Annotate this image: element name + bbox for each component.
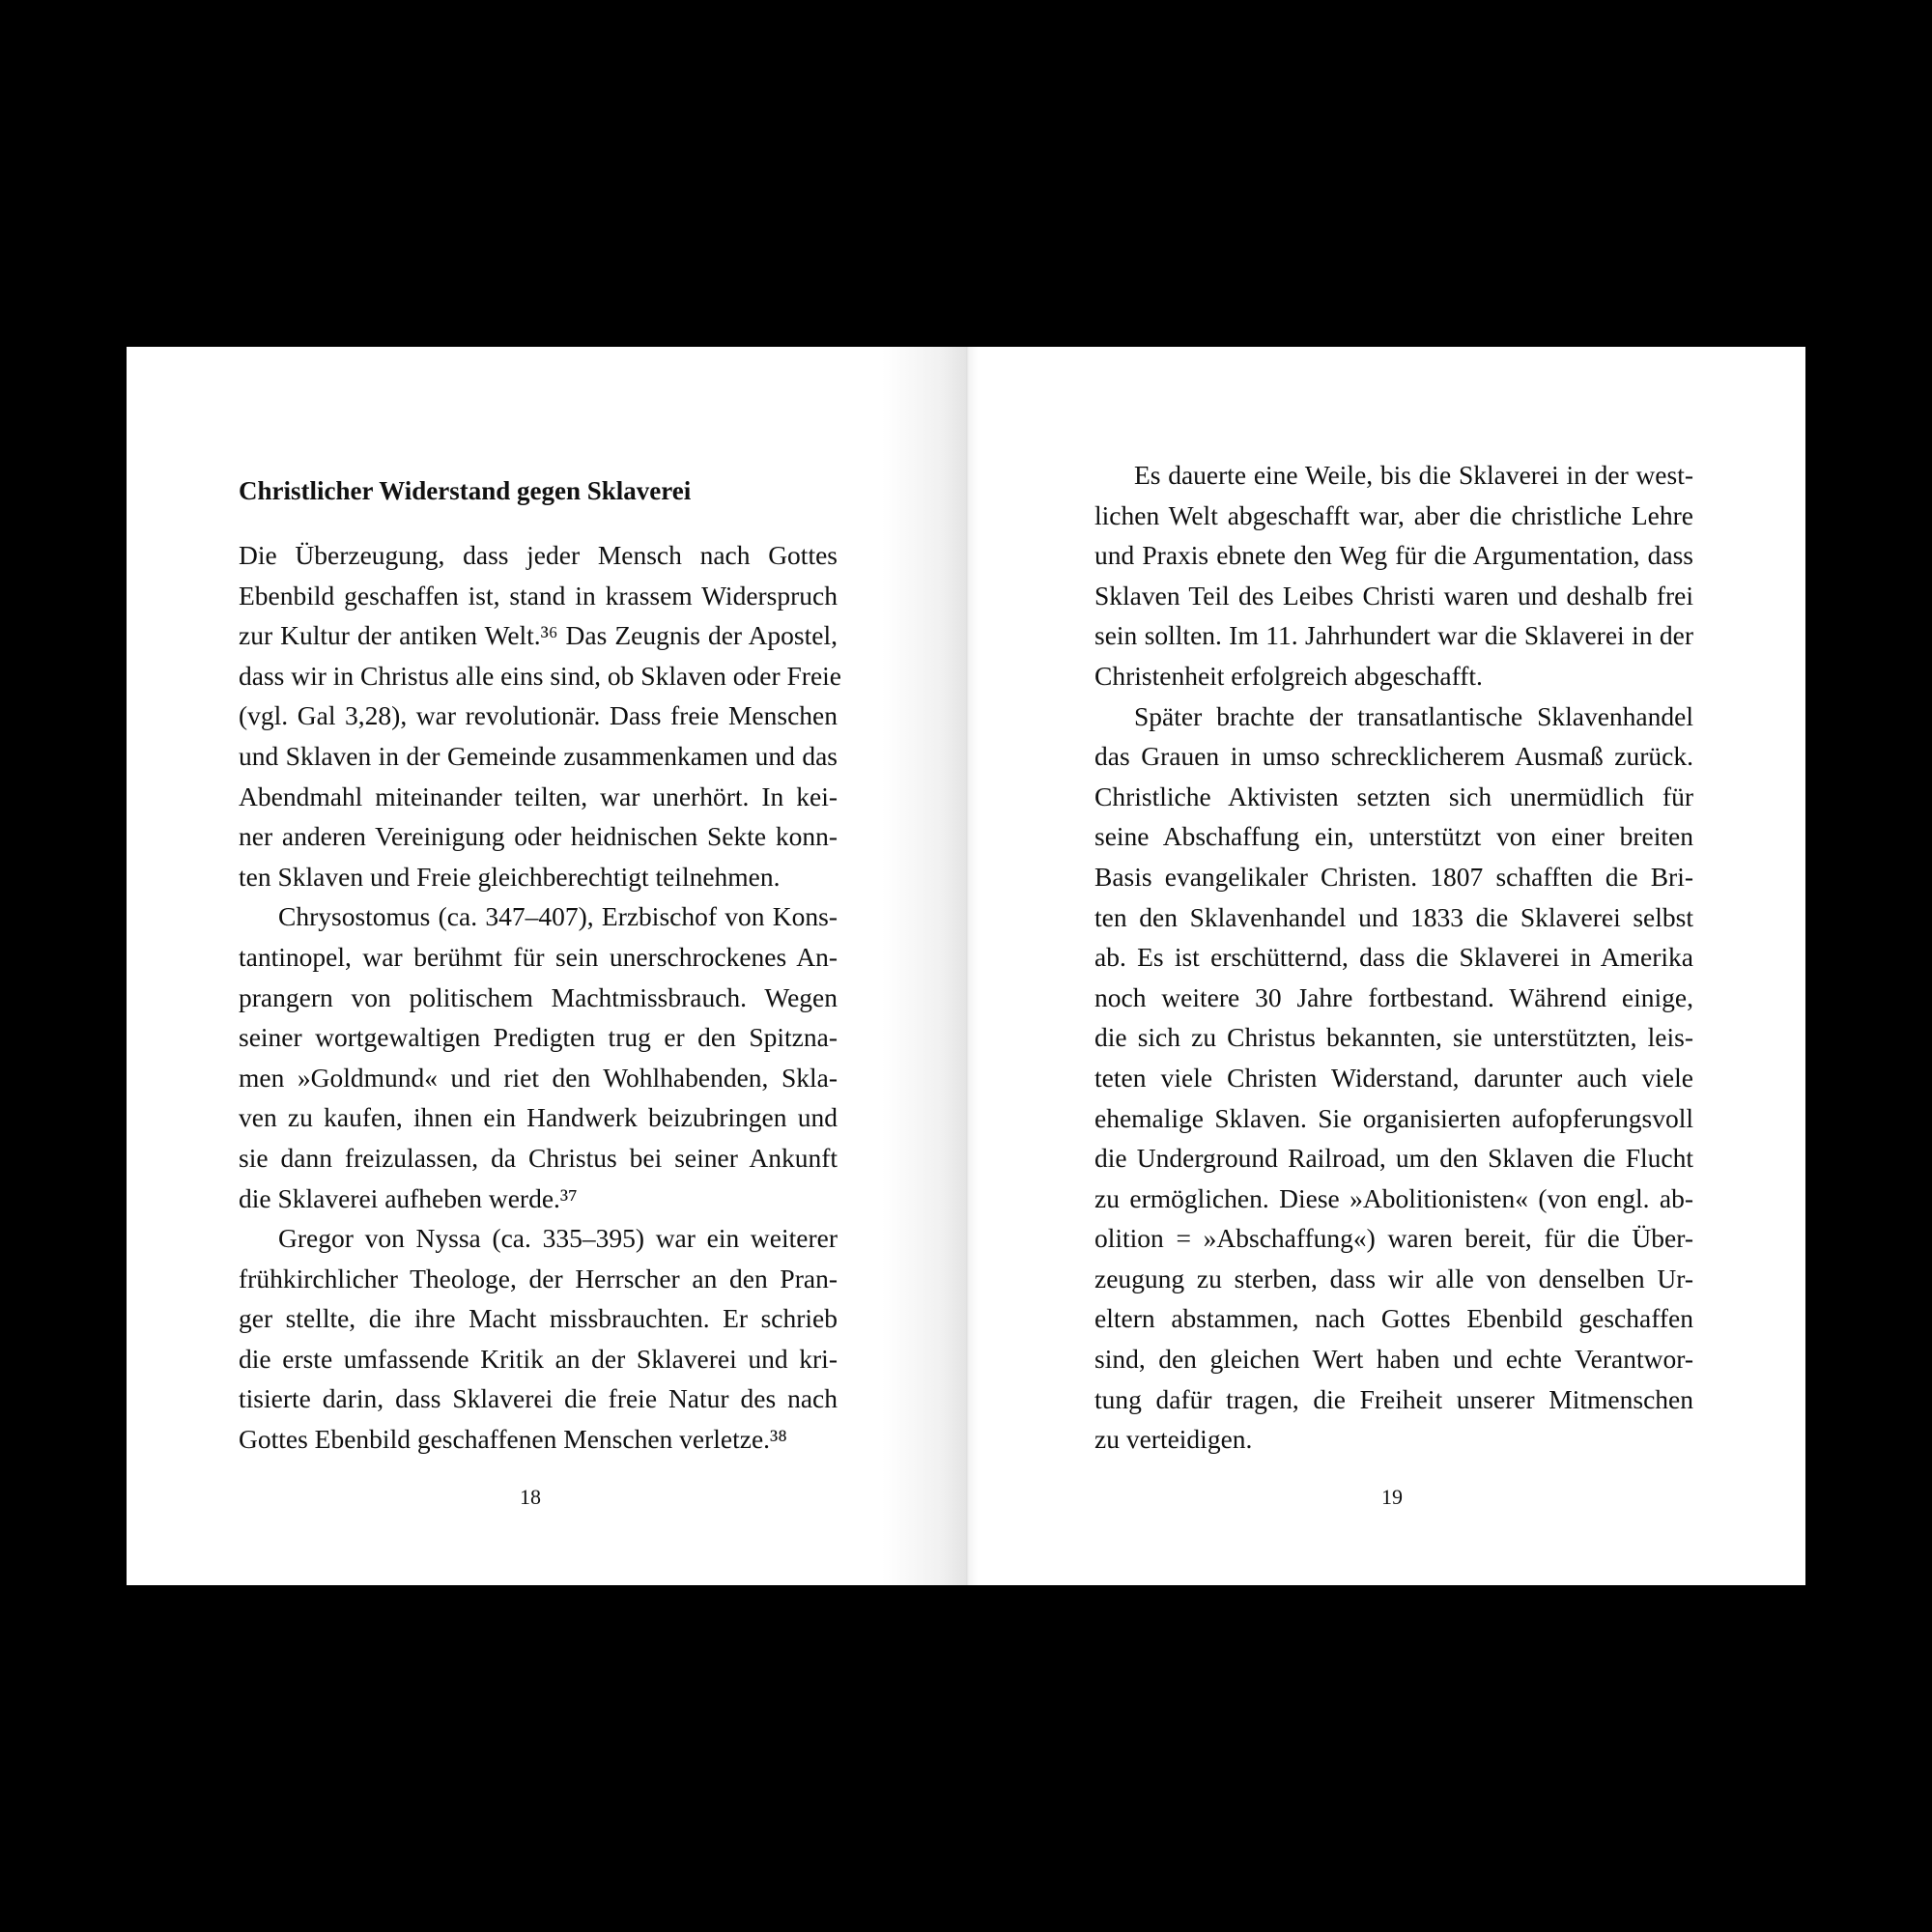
right-text-column [1094,455,1693,1460]
text-line: zur Kultur der antiken Welt.³⁶ Das Zeugnis der Apostel, [239,620,838,651]
paragraph [239,535,842,896]
text-line: Später brachte der transatlantische Sklavenhandel [1134,700,1693,731]
text-line: prangern von politischem Machtmissbrauch. Wegen [239,981,838,1012]
text-line: Ebenbild geschaffen ist, stand in krassem Widerspruch [239,580,838,611]
text-line: Sklaven Teil des Leibes Christi waren und deshalb frei [1094,580,1693,611]
text-line: seine Abschaffung ein, unterstützt von einer breiten [1094,821,1693,852]
text-line: die sich zu Christus bekannten, sie unterstützten, leis- [1094,1022,1693,1053]
text-line: ten Sklaven und Freie gleichberechtigt teilnehmen. [239,861,781,892]
section-heading: Christlicher Widerstand gegen Sklaverei [239,476,692,505]
text-line: und Praxis ebnete den Weg für die Argumentation, dass [1094,540,1693,571]
text-line: (vgl. Gal 3,28), war revolutionär. Dass freie Menschen [239,700,838,731]
right-body [1094,455,1693,1460]
text-line: ven zu kaufen, ihnen ein Handwerk beizubringen und [239,1102,838,1133]
text-line: sind, den gleichen Wert haben und echte Verantwor- [1094,1344,1693,1375]
text-line: frühkirchlicher Theologe, der Herrscher an den Pran- [239,1263,838,1293]
text-line: tisierte darin, dass Sklaverei die freie Natur des nach [239,1383,838,1414]
text-line: ner anderen Vereinigung oder heidnischen Sekte konn- [239,821,838,852]
text-line: zu verteidigen. [1094,1424,1253,1455]
text-line: die erste umfassende Kritik an der Sklaverei und kri- [239,1343,838,1374]
text-line: Gregor von Nyssa (ca. 335–395) war ein weiterer [278,1223,838,1254]
text-line: das Grauen in umso schrecklicherem Ausmaß zurück. [1094,741,1693,772]
page-number-left: 18 [520,1485,541,1509]
text-line: Es dauerte eine Weile, bis die Sklaverei in der west- [1134,460,1693,490]
text-line: Gottes Ebenbild geschaffenen Menschen verletze.³⁸ [239,1424,787,1455]
page-number-right: 19 [1381,1485,1403,1509]
text-line: sein sollten. Im 11. Jahrhundert war die Sklaverei in der [1094,620,1693,651]
text-line: olition = »Abschaffung«) waren bereit, für die Über- [1094,1223,1693,1254]
text-line: Christenheit erfolgreich abgeschafft. [1094,660,1483,691]
paragraph [1094,696,1693,1460]
text-line: lichen Welt abgeschafft war, aber die christliche Lehre [1094,499,1693,530]
text-line: Christliche Aktivisten setzten sich unermüdlich für [1094,781,1693,811]
text-line: zu ermöglichen. Diese »Abolitionisten« (von engl. ab- [1094,1182,1693,1213]
text-line: ab. Es ist erschütternd, dass die Sklaverei in Amerika [1094,942,1693,973]
text-line: tung dafür tragen, die Freiheit unserer Mitmenschen [1094,1383,1693,1414]
text-line: Die Überzeugung, dass jeder Mensch nach Gottes [239,540,838,570]
left-page [127,347,966,1585]
text-line: die Sklaverei aufheben werde.³⁷ [239,1182,578,1213]
text-line: zeugung zu sterben, dass wir alle von denselben Ur- [1094,1263,1693,1293]
text-line: dass wir in Christus alle eins sind, ob Sklaven oder Freie [239,660,842,691]
text-line: ehemalige Sklaven. Sie organisierten aufopferungsvoll [1094,1102,1693,1133]
left-body [239,535,842,1460]
text-line: noch weitere 30 Jahre fortbestand. Während einige, [1094,981,1693,1012]
paragraph [239,1218,838,1460]
text-line: eltern abstammen, nach Gottes Ebenbild geschaffen [1094,1303,1693,1334]
text-line: und Sklaven in der Gemeinde zusammenkamen und das [239,740,838,771]
text-line: men »Goldmund« und riet den Wohlhabenden, Skla- [239,1062,838,1093]
text-line: seiner wortgewaltigen Predigten trug er den Spitzna- [239,1022,838,1053]
right-page [966,347,1805,1585]
paragraph [239,896,838,1218]
text-line: tantinopel, war berühmt für sein unerschrockenes An- [239,941,838,972]
text-line: ten den Sklavenhandel und 1833 die Sklaverei selbst [1094,901,1693,932]
text-line: ger stellte, die ihre Macht missbrauchten. Er schrieb [239,1303,838,1334]
text-line: Chrysostomus (ca. 347–407), Erzbischof von Kons- [278,901,838,932]
text-line: die Underground Railroad, um den Sklaven die Flucht [1094,1143,1693,1174]
text-line: teten viele Christen Widerstand, darunter auch viele [1094,1062,1693,1093]
text-line: Basis evangelikaler Christen. 1807 schafften die Bri- [1094,861,1693,892]
text-line: Abendmahl miteinander teilten, war unerhört. In kei- [239,781,838,811]
paragraph [1094,455,1693,696]
text-line: sie dann freizulassen, da Christus bei seiner Ankunft [239,1142,838,1173]
left-text-column [239,471,842,1460]
